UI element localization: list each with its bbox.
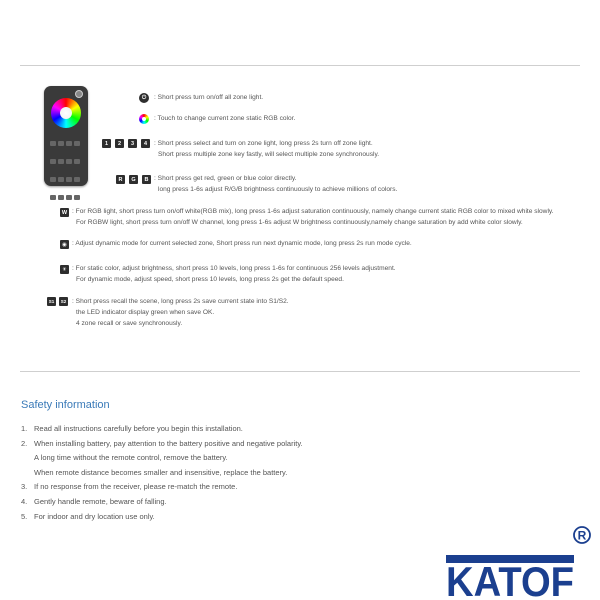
white-description: : For RGB light, short press turn on/off white(RGB mix), long press 1-6s adjust saturation continuously, namely change current static RGB color to mixed white slowly. For RGBW light, short press turn on/off W channel, long press 1-6s adjust W brightness continuously,namely change saturation by add white color slowly. [72, 208, 554, 226]
mode-key-icon: ◉ [60, 240, 69, 249]
blue-key-icon: B [142, 175, 151, 184]
katof-logo [442, 521, 592, 600]
safety-list: 1. Read all instructions carefully before you begin this installation. 2. When installing battery, pay attention to the battery positive and negative polarity. A long time without the remote control, remove the battery. When remote distance becomes smaller and insensitive, replace the battery. 3. If no response from the receiver, please re-match the remote. 4. Gently handle remote, beware of falling. 5. For indoor and dry location use only. [21, 422, 303, 524]
color-wheel-icon [51, 98, 81, 128]
registered-mark: R [577, 528, 587, 543]
color-ring-description: : Touch to change current zone static RGB color. [154, 115, 296, 122]
safety-item-5: 5. For indoor and dry location use only. [21, 511, 155, 521]
scene-1-key-icon: S1 [48, 299, 55, 304]
white-key-icon: W [61, 209, 68, 216]
logo-text: KATOF [446, 558, 574, 600]
safety-item-4: 4. Gently handle remote, beware of falling. [21, 496, 167, 506]
power-key-icon [75, 90, 83, 98]
safety-title: Safety information [21, 399, 110, 411]
remote-illustration [44, 86, 88, 186]
power-icon: ⏻ [139, 93, 149, 103]
zone-description: : Short press select and turn on zone light, long press 2s turn off zone light. Short press multiple zone key fastly, will select multiple zone synchronously. [154, 140, 380, 158]
red-key-icon: R [116, 175, 125, 184]
zone-1-key-icon: 1 [102, 139, 111, 148]
zone-4-key-icon: 4 [141, 139, 150, 148]
mode-description: : Adjust dynamic mode for current selected zone, Short press run next dynamic mode, long press 2s run mode cycle. [72, 240, 412, 247]
zone-2-key-icon: 2 [115, 139, 124, 148]
scene-description: : Short press recall the scene, long press 2s save current state into S1/S2. the LED indicator display green when save OK. 4 zone recall or save synchronously. [72, 298, 289, 327]
safety-item-1: 1. Read all instructions carefully before you begin this installation. [21, 424, 243, 433]
safety-item-3: 3. If no response from the receiver, please re-match the remote. [21, 482, 238, 492]
brightness-description: : For static color, adjust brightness, short press 10 levels, long press 1-6s for continuous 256 levels adjustment. For dynamic mode, adjust speed, short press 10 levels, long press 2s get the default speed. [72, 265, 396, 283]
brightness-key-icon: ☀ [60, 265, 69, 274]
color-ring-icon [139, 114, 149, 124]
green-key-icon: G [129, 175, 138, 184]
scene-2-key-icon: S2 [60, 299, 67, 304]
power-description: : Short press turn on/off all zone light. [154, 94, 264, 101]
zone-3-key-icon: 3 [128, 139, 137, 148]
remote-keypad [49, 134, 83, 206]
rgb-description: : Short press get red, green or blue color directly. long press 1-6s adjust R/G/B brightness continuously to achieve millions of colors. [154, 175, 398, 193]
safety-item-2: 2. When installing battery, pay attention to the battery positive and negative polarity. [21, 438, 303, 448]
